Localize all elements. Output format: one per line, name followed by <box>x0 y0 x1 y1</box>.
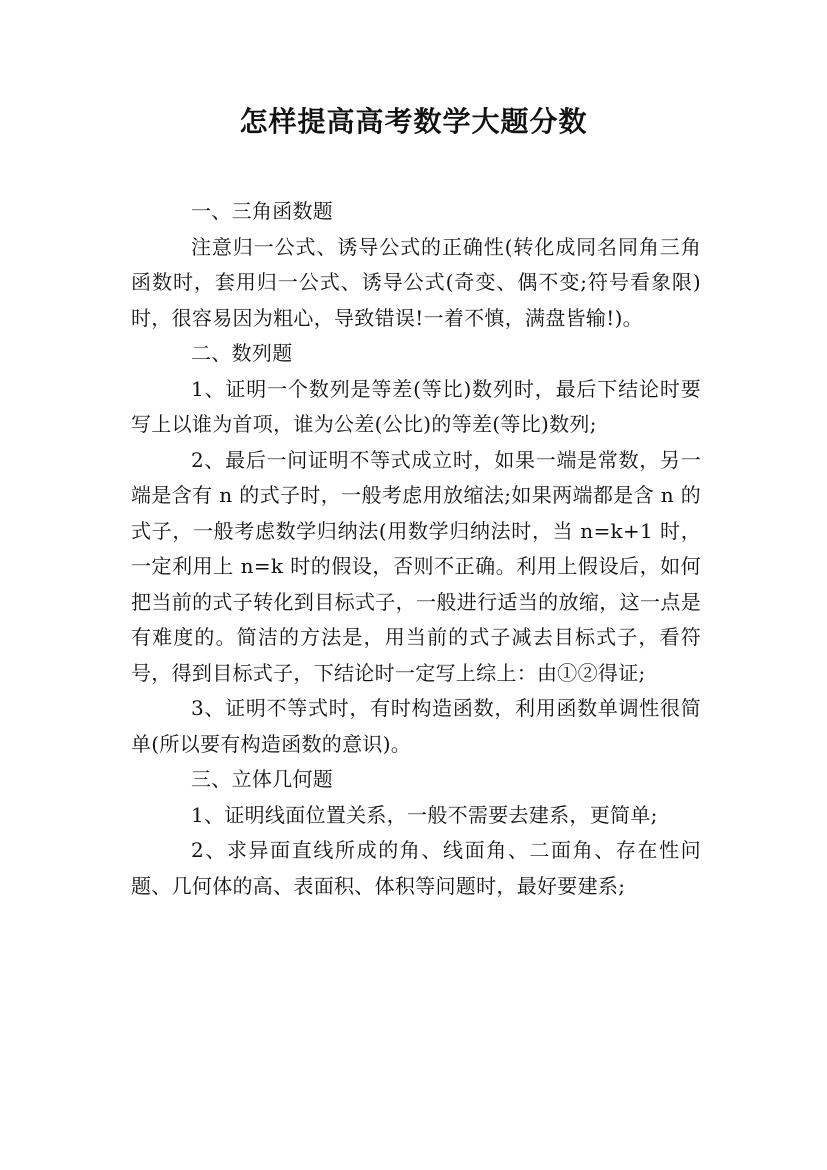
document-body <box>131 194 701 904</box>
section-heading-sequence: 二、数列题 <box>191 341 293 365</box>
document-title: 怎样提高高考数学大题分数 <box>239 105 588 138</box>
paragraph-trig-note: 注意归一公式、诱导公式的正确性(转化成同名同角三角函数时，套用归一公式、诱导公式(奇变、偶不变;符号看象限)时，很容易因为粗心，导致错误!一着不慎，满盘皆输!)。 <box>131 234 701 330</box>
section-heading-trig: 一、三角函数题 <box>191 199 334 223</box>
paragraph-geometry-2: 2、求异面直线所成的角、线面角、二面角、存在性问题、几何体的高、表面积、体积等问题时，最好要建系; <box>131 838 701 898</box>
paragraph-sequence-2: 2、最后一问证明不等式成立时，如果一端是常数，另一端是含有 n 的式子时，一般考虑用放缩法;如果两端都是含 n 的式子，一般考虑数学归纳法(用数学归纳法时，当 n=k+1 时，一定利用上 n=k 时的假设，否则不正确。利用上假设后，如何把当前的式子转化到目标式子，一般进行适当的放缩，这一点是有难度的。简洁的方法是，用当前的式子减去目标式子，看符号，得到目标式子，下结论时一定写上综上：由①②得证; <box>131 447 701 685</box>
paragraph-geometry-1: 1、证明线面位置关系，一般不需要去建系，更简单; <box>191 802 658 827</box>
paragraph-sequence-1: 1、证明一个数列是等差(等比)数列时，最后下结论时要写上以谁为首项，谁为公差(公比)的等差(等比)数列; <box>131 376 701 436</box>
section-heading-geometry: 三、立体几何题 <box>191 767 334 791</box>
paragraph-sequence-3: 3、证明不等式时，有时构造函数，利用函数单调性很简单(所以要有构造函数的意识)。 <box>131 696 701 756</box>
